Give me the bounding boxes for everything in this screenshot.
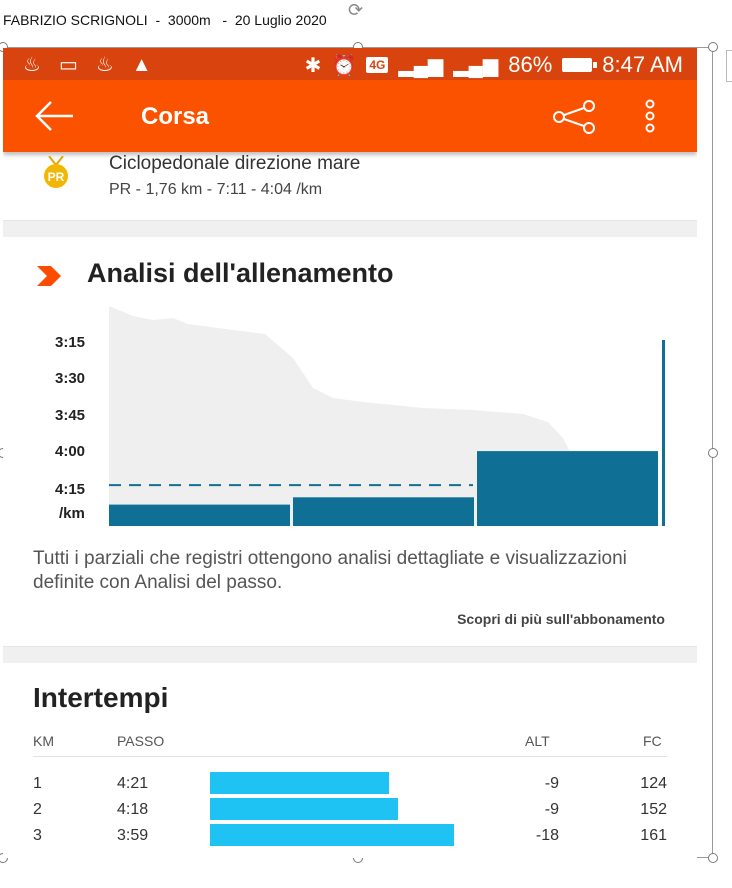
table-row[interactable] (3, 827, 697, 853)
split-hr: 152 (640, 801, 667, 818)
strava-notification-icon: ♨ (23, 54, 59, 76)
resize-handle-top-right[interactable] (708, 42, 718, 52)
pr-badge-label: PR (47, 170, 65, 184)
table-header-divider (33, 756, 667, 757)
split-pace-bar (210, 772, 389, 794)
section-divider-2 (3, 646, 697, 663)
y-tick-4: 4:00 (55, 443, 86, 460)
chevron-right-icon (37, 266, 61, 286)
status-bar (3, 48, 697, 80)
col-header-hr: FC (643, 733, 662, 749)
col-header-pace: PASSO (117, 733, 165, 749)
split-pace-bar (210, 798, 398, 820)
y-tick-1: 3:15 (55, 334, 86, 351)
route-notification-icon: ▲ (131, 54, 170, 76)
strava-notification-icon-2: ♨ (95, 54, 132, 76)
share-icon[interactable] (551, 100, 597, 139)
splits-title: Intertempi (33, 682, 169, 713)
subscription-link[interactable]: Scopri di più sull'abbonamento (457, 611, 665, 627)
section-divider (3, 220, 697, 237)
col-header-km: KM (33, 733, 54, 749)
image-caption: FABRIZIO SCRIGNOLI - 3000m - 20 Luglio 2020 (3, 12, 327, 28)
rotate-handle-icon[interactable]: ⟳ (348, 0, 364, 20)
resize-handle-bottom-right[interactable] (708, 853, 718, 863)
split-km: 2 (33, 801, 42, 818)
pace-analysis-chart (3, 298, 697, 528)
battery-percent: 86% (508, 52, 553, 77)
y-axis-unit: /km (59, 505, 85, 522)
split-hr: 161 (640, 827, 667, 844)
image-notification-icon: ▭ (58, 54, 96, 76)
split-km: 1 (33, 775, 42, 792)
split-alt: -18 (535, 827, 559, 844)
arrow-left-icon[interactable] (33, 98, 75, 140)
segment-name[interactable]: Ciclopedonale direzione mare (109, 153, 361, 174)
analysis-title: Analisi dell'allenamento (87, 258, 394, 288)
phone-screen (3, 48, 697, 858)
y-tick-3: 3:45 (55, 407, 86, 424)
more-vertical-icon[interactable] (643, 98, 657, 139)
split-pace: 4:18 (117, 801, 149, 818)
pace-bar-km-1[interactable] (109, 505, 290, 526)
col-header-alt: ALT (525, 733, 550, 749)
notification-icons (23, 52, 170, 77)
layout-options-tab[interactable] (726, 50, 732, 82)
analysis-description: Tutti i parziali che registri ottengono analisi dettagliate e visualizzazioni definite con Analisi del passo. (33, 548, 627, 593)
app-bar (3, 80, 697, 152)
split-pace: 3:59 (117, 827, 149, 844)
current-position-marker (662, 340, 665, 526)
battery-icon (562, 58, 592, 72)
signal-sim1-icon: ▂▄▆ (398, 54, 444, 77)
y-axis-ticks (55, 334, 85, 522)
alarm-icon: ⏰ (331, 54, 357, 77)
network-type-badge: 4G (366, 57, 388, 73)
bluetooth-icon: ✱ (304, 54, 322, 77)
clock: 8:47 AM (602, 52, 683, 77)
y-tick-5: 4:15 (55, 481, 86, 498)
pace-bar-km-3[interactable] (477, 451, 658, 526)
split-alt: -9 (544, 801, 559, 818)
y-tick-2: 3:30 (55, 370, 86, 387)
pr-medal-icon (39, 156, 73, 190)
split-pace: 4:21 (117, 775, 149, 792)
segment-stats: PR - 1,76 km - 7:11 - 4:04 /km (109, 181, 323, 198)
split-pace-bar (210, 824, 454, 846)
pace-bar-km-2[interactable] (293, 497, 474, 526)
split-hr: 124 (640, 775, 667, 792)
resize-handle-right[interactable] (708, 448, 718, 458)
status-right (305, 52, 683, 78)
split-alt: -9 (544, 775, 559, 792)
signal-sim2-icon: ▂▄▆ (453, 54, 499, 77)
page-title: Corsa (141, 103, 210, 130)
split-km: 3 (33, 827, 42, 844)
